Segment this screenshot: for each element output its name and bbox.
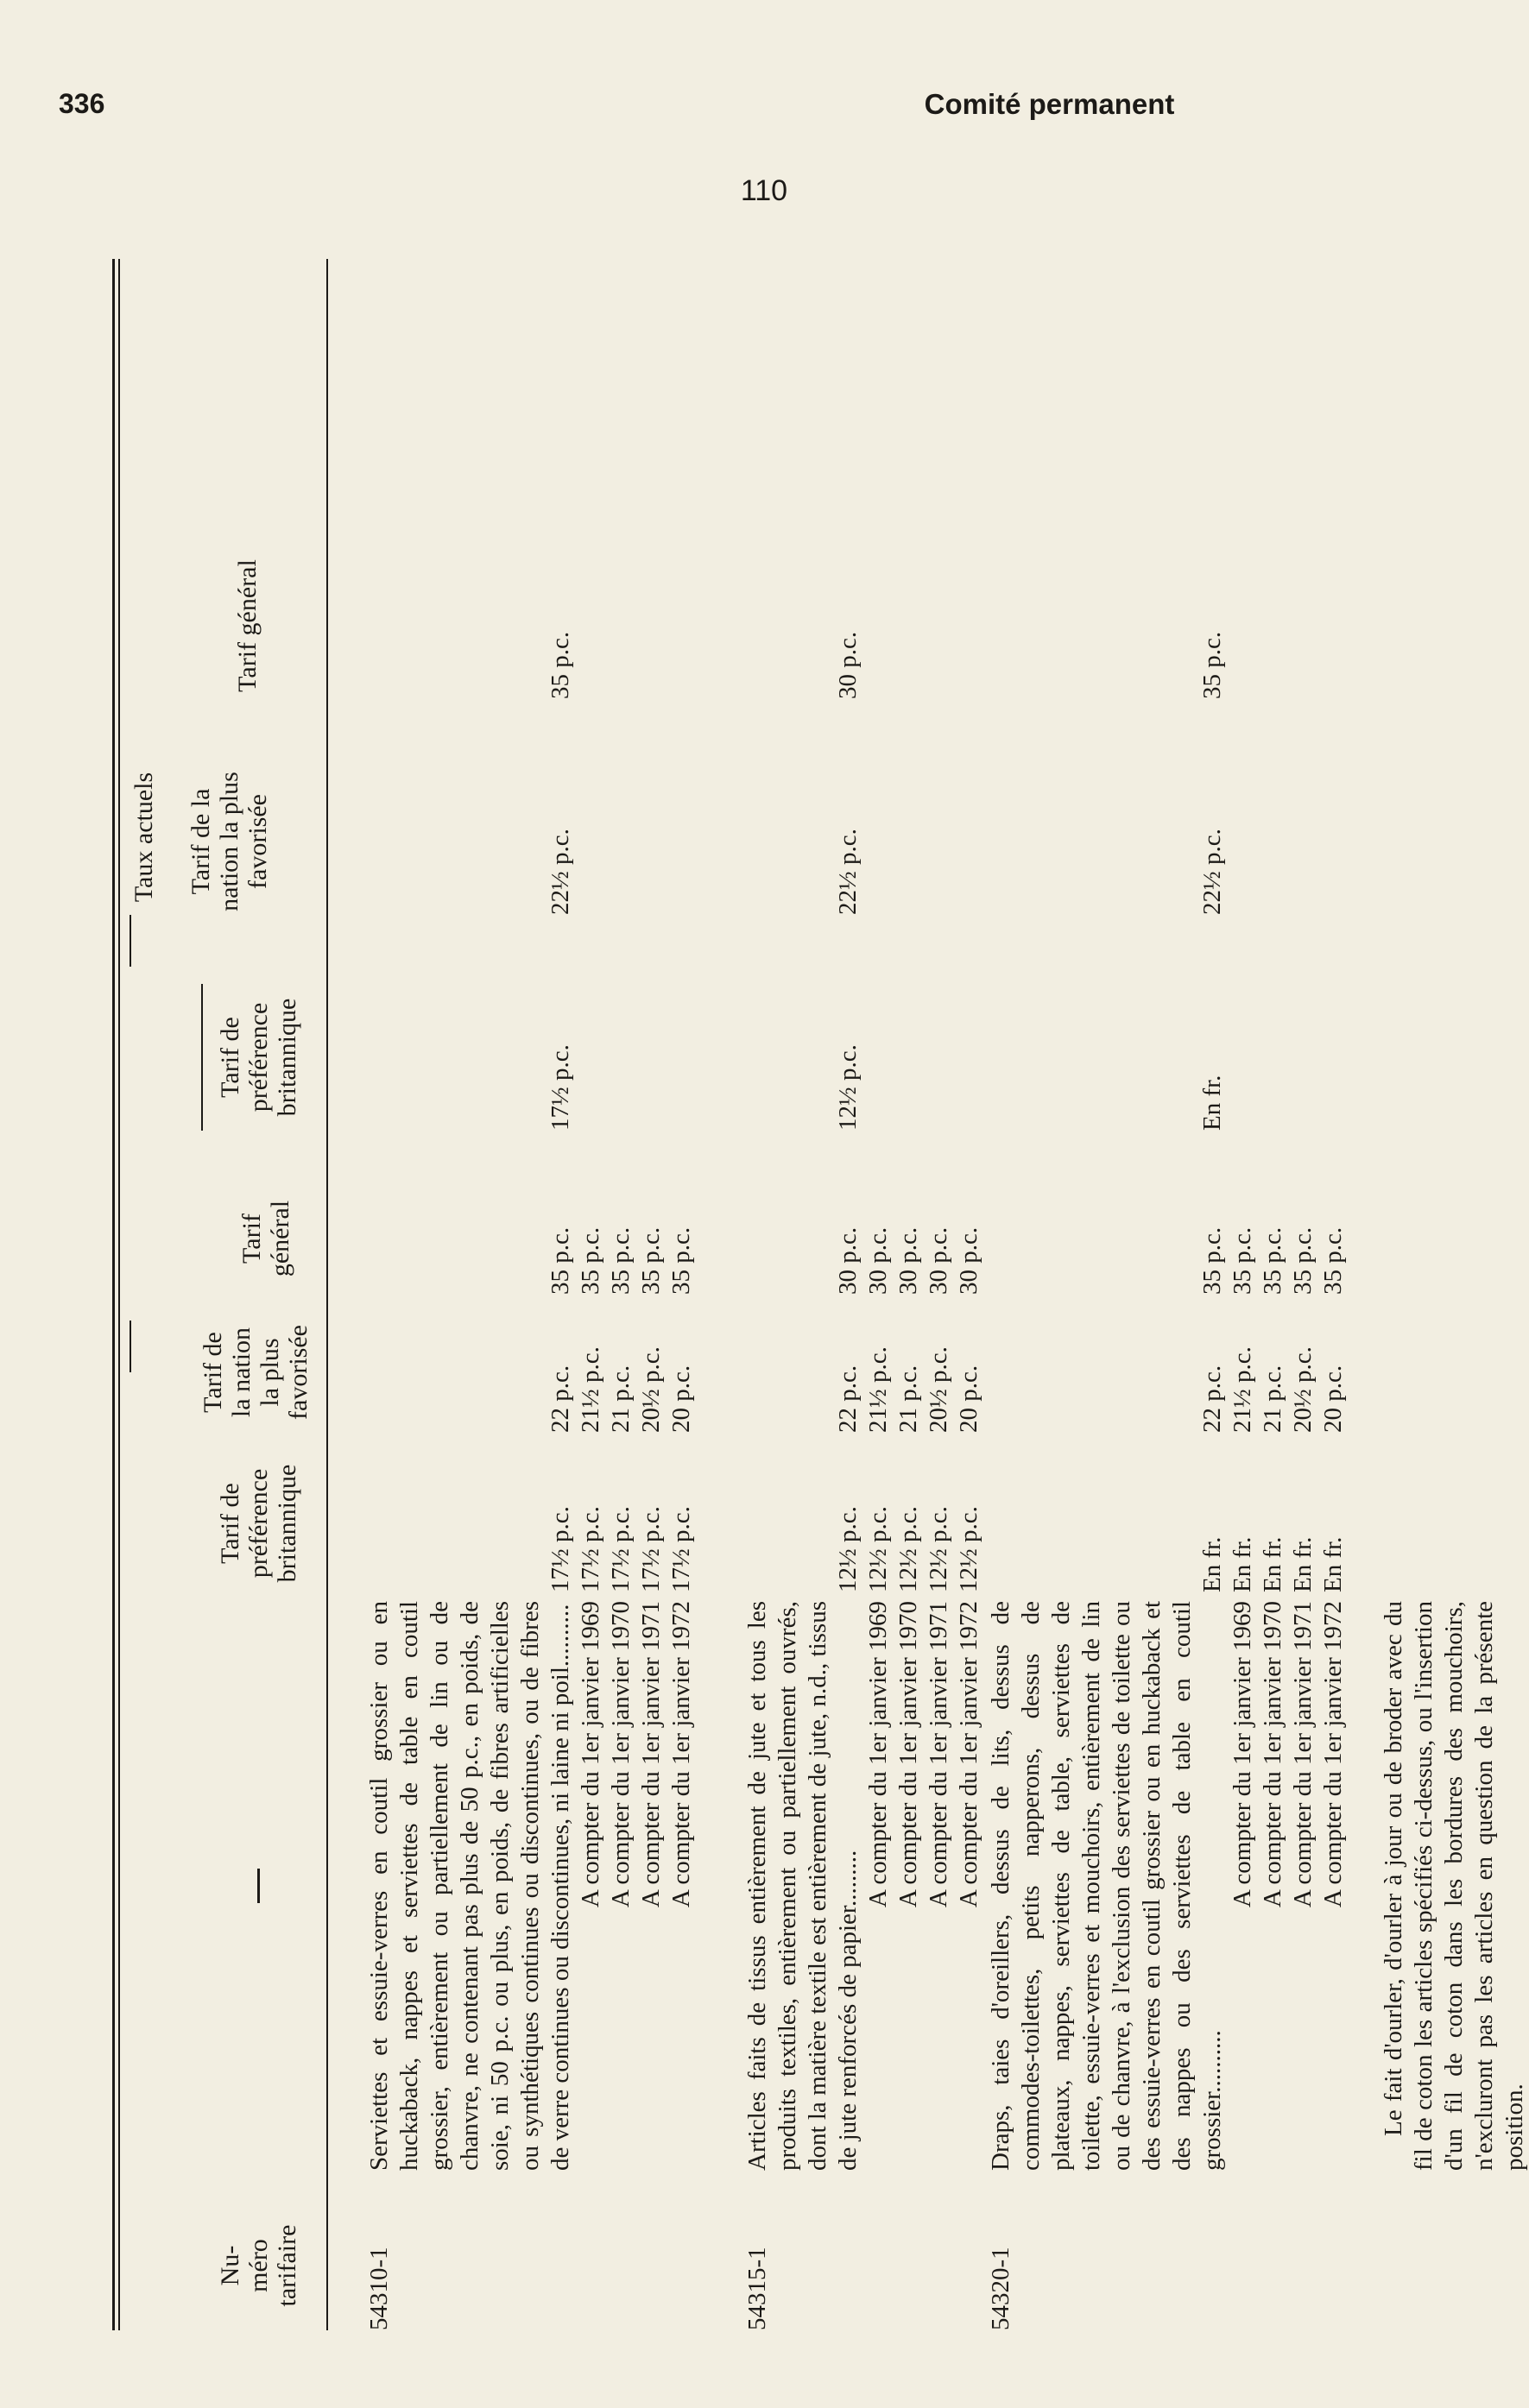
rate-value: 35 p.c.	[1198, 631, 1226, 699]
rate-value: En fr.	[1198, 1075, 1226, 1131]
rates-nation	[1197, 1312, 1349, 1433]
date-line: A compter du 1er janvier 1970	[607, 1601, 635, 1908]
rate-value: 12½ p.c.	[834, 1506, 862, 1592]
table-top-rule-2	[118, 259, 120, 2330]
rate-value: 35 p.c.	[577, 1226, 604, 1295]
page-number: 336	[59, 88, 105, 119]
rate-value: 20 p.c.	[955, 1365, 982, 1433]
row-note: Le fait d'ourler, d'ourler à jour ou de broder avec du fil de coton les articles spécifiés ci-dessus, ou l'insertion d'un fil de coton dans les bordures des mouchoirs, n'excluront pas les articles en question de la présente position.	[1380, 1601, 1528, 2171]
rate-value: 21 p.c.	[607, 1365, 635, 1433]
rate-value: 12½ p.c.	[894, 1506, 922, 1592]
rate-value: 35 p.c.	[1229, 1226, 1256, 1295]
rate-value: 17½ p.c.	[547, 1044, 574, 1131]
date-line: A compter du 1er janvier 1971	[1289, 1601, 1317, 1908]
rate-value: 17½ p.c.	[607, 1506, 635, 1592]
effective-dates	[863, 1601, 984, 2171]
rate-value: 35 p.c.	[637, 1226, 665, 1295]
header-description-dash	[257, 1869, 260, 1903]
table-number: 110	[740, 174, 788, 207]
header-taux-actuels: Taux actuels	[130, 772, 158, 903]
rate-value: 30 p.c.	[864, 1226, 892, 1295]
effective-dates	[1228, 1601, 1349, 2171]
tariff-code: 54310-1	[365, 2247, 393, 2330]
header-ta-nation: Tarif de la nation la plus favorisée	[186, 772, 272, 911]
header-numero: Nu- méro tarifaire	[216, 2224, 301, 2307]
date-line: A compter du 1er janvier 1971	[637, 1601, 665, 1908]
row-description: Serviettes et essuie-verres en coutil grossier ou en huckaback, nappes et serviettes de table en coutil grossier, entièrement ou partiellement de lin ou de chanvre, ne contenant pas plus de 50 p.c., en poids, de soie, ni 50 p.c. ou plus, en poids, de fibres artificielles ou synthétiques continues ou discontinues, ou de fibres de verre continues ou discontinues, ni laine ni poil..........	[365, 1601, 574, 2171]
rate-value: 21½ p.c.	[1229, 1346, 1256, 1433]
current-rate-nation	[546, 768, 576, 915]
rates-general	[546, 1182, 697, 1295]
header-tarif-nation: Tarif de la nation la plus favorisée	[199, 1325, 313, 1420]
rate-value: 22 p.c.	[834, 1365, 862, 1433]
rate-value: En fr.	[1198, 1536, 1226, 1592]
date-line: A compter du 1er janvier 1972	[955, 1601, 982, 1908]
date-line: A compter du 1er janvier 1969	[577, 1601, 604, 1908]
rate-value: En fr.	[1229, 1536, 1256, 1592]
rate-value: En fr.	[1289, 1536, 1317, 1592]
tariff-code: 54320-1	[987, 2247, 1014, 2330]
rate-value: 12½ p.c.	[864, 1506, 892, 1592]
header-tarif-general: Tarif général	[237, 1200, 294, 1277]
rate-value: 22½ p.c.	[547, 829, 574, 915]
rates-general	[1197, 1182, 1349, 1295]
rate-value: 30 p.c.	[925, 1226, 952, 1295]
rate-value: 35 p.c.	[547, 1226, 574, 1295]
header-short-rule-a	[130, 1321, 131, 1372]
rate-value: 17½ p.c.	[637, 1506, 665, 1592]
current-rate-nation	[833, 768, 863, 915]
rate-value: 12½ p.c.	[834, 1044, 862, 1131]
rate-value: 17½ p.c.	[547, 1506, 574, 1592]
rates-nation	[546, 1312, 697, 1433]
rate-value: 30 p.c.	[894, 1226, 922, 1295]
date-line: A compter du 1er janvier 1969	[864, 1601, 892, 1908]
rates-pref	[1197, 1459, 1349, 1592]
rate-value: 20½ p.c.	[925, 1346, 952, 1433]
rate-value: 20½ p.c.	[637, 1346, 665, 1433]
rate-value: 22 p.c.	[547, 1365, 574, 1433]
rate-value: 30 p.c.	[955, 1226, 982, 1295]
rate-value: 35 p.c.	[1198, 1226, 1226, 1295]
rate-value: 22½ p.c.	[1198, 829, 1226, 915]
current-rate-pref	[833, 984, 863, 1131]
rate-value: 21 p.c.	[1259, 1365, 1286, 1433]
rate-value: 22½ p.c.	[834, 829, 862, 915]
rate-value: 35 p.c.	[607, 1226, 635, 1295]
row-description: Draps, taies d'oreillers, dessus de lits, dessus de commodes-toilettes, petits napperons, dessus de plateaux, nappes, serviettes de table, serviettes de toilette, essuie-verres et mouchoirs, entièrement de lin ou de chanvre, à l'exclusion des serviettes de toilette ou des essuie-verres en coutil grossier ou en huckaback et des nappes ou des serviettes de table en coutil grossier..........	[987, 1601, 1226, 2171]
rate-value: En fr.	[1259, 1536, 1286, 1592]
current-rate-general	[546, 552, 576, 699]
rate-value: 12½ p.c.	[955, 1506, 982, 1592]
current-rate-general	[833, 552, 863, 699]
rate-value: 22 p.c.	[1198, 1365, 1226, 1433]
rate-value: 21½ p.c.	[577, 1346, 604, 1433]
rate-value: 20½ p.c.	[1289, 1346, 1317, 1433]
rate-value: 21½ p.c.	[864, 1346, 892, 1433]
current-rate-pref	[1197, 984, 1228, 1131]
effective-dates	[576, 1601, 697, 2171]
rate-value: 35 p.c.	[547, 631, 574, 699]
rate-value: 35 p.c.	[1289, 1226, 1317, 1295]
date-line: A compter du 1er janvier 1971	[925, 1601, 952, 1908]
rate-value: 17½ p.c.	[667, 1506, 695, 1592]
rates-nation	[833, 1312, 984, 1433]
rate-value: 35 p.c.	[1259, 1226, 1286, 1295]
current-rate-nation	[1197, 768, 1228, 915]
header-ta-pref: Tarif de préférence britannique	[216, 998, 301, 1117]
date-line: A compter du 1er janvier 1970	[1259, 1601, 1286, 1908]
rates-general	[833, 1182, 984, 1295]
header-bottom-rule	[326, 259, 328, 2330]
date-line: A compter du 1er janvier 1972	[667, 1601, 695, 1908]
running-head: Comité permanent	[924, 88, 1175, 120]
rates-pref	[833, 1459, 984, 1592]
table-top-rule	[112, 259, 115, 2330]
rate-value: 21 p.c.	[894, 1365, 922, 1433]
header-tarif-pref: Tarif de préférence britannique	[216, 1464, 301, 1583]
date-line: A compter du 1er janvier 1972	[1319, 1601, 1347, 1908]
header-taux-actuels-rule	[201, 984, 203, 1131]
tariff-code: 54315-1	[743, 2247, 771, 2330]
rate-value: 35 p.c.	[1319, 1226, 1347, 1295]
rate-value: 30 p.c.	[834, 631, 862, 699]
date-line: A compter du 1er janvier 1970	[894, 1601, 922, 1908]
current-rate-general	[1197, 552, 1228, 699]
row-description: Articles faits de tissus entièrement de jute et tous les produits textiles, entièrement ou partiellement ouvrés, dont la matière textile est entièrement de jute, n.d., tissus de jute renforcés de papier.........	[743, 1601, 862, 2171]
rate-value: 30 p.c.	[834, 1226, 862, 1295]
rate-value: 35 p.c.	[667, 1226, 695, 1295]
header-ta-general: Tarif général	[233, 559, 262, 692]
rate-value: 12½ p.c.	[925, 1506, 952, 1592]
rate-value: 17½ p.c.	[577, 1506, 604, 1592]
tariff-table	[112, 259, 1528, 2330]
rate-value: En fr.	[1319, 1536, 1347, 1592]
rate-value: 20 p.c.	[667, 1365, 695, 1433]
current-rate-pref	[546, 984, 576, 1131]
rate-value: 20 p.c.	[1319, 1365, 1347, 1433]
date-line: A compter du 1er janvier 1969	[1229, 1601, 1256, 1908]
rates-pref	[546, 1459, 697, 1592]
